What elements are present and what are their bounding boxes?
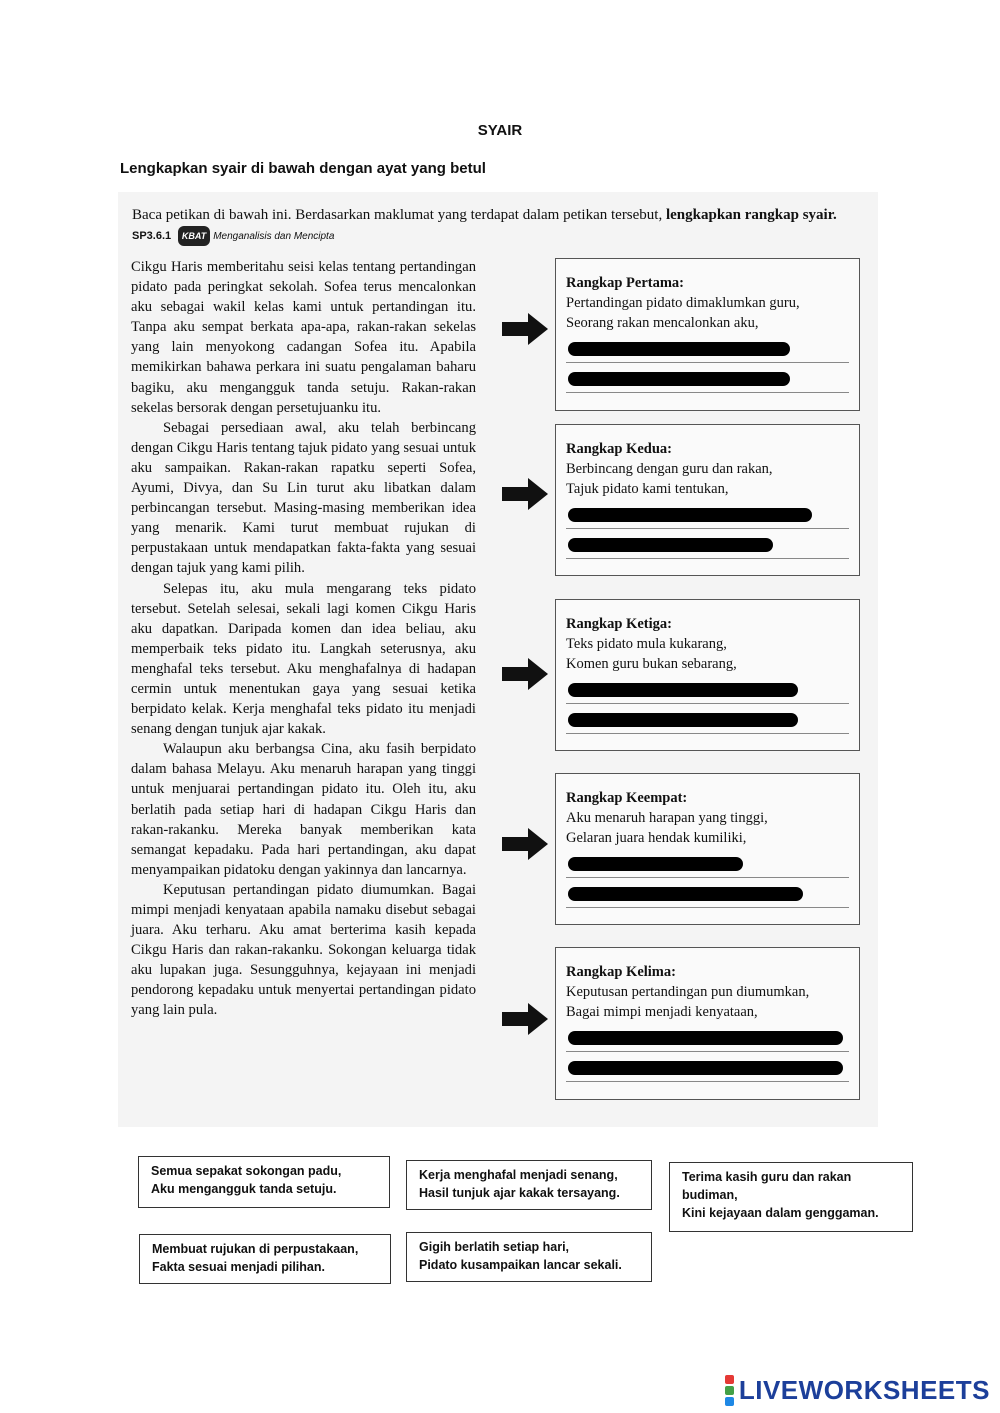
stanza-line: Pertandingan pidato dimaklumkan guru, (566, 295, 800, 311)
instruction-text: Lengkapkan syair di bawah dengan ayat yang betul (120, 160, 486, 177)
answer-blank[interactable] (566, 1052, 849, 1082)
answer-blank[interactable] (566, 529, 849, 559)
stanza-heading: Rangkap Kelima: (566, 964, 676, 980)
answer-option-1[interactable] (138, 1156, 390, 1208)
option-line: Semua sepakat sokongan padu, (151, 1164, 342, 1178)
page-title: SYAIR (477, 122, 523, 139)
answer-blank[interactable] (566, 848, 849, 878)
option-line: Fakta sesuai menjadi pilihan. (152, 1260, 325, 1274)
stanza-box-4 (555, 773, 860, 925)
arrow-right-icon (500, 826, 550, 862)
answer-option-5[interactable] (406, 1232, 652, 1282)
answer-option-4[interactable] (139, 1234, 391, 1284)
answer-blank[interactable] (566, 704, 849, 734)
passage-paragraph: Sebagai persediaan awal, aku telah berbincang dengan Cikgu Haris tentang tajuk pidato yang sesuai untuk aku sampaikan. Rakan-rakan rapatku seperti Sofea, Ayumi, Divya, dan Su Lin turut aku libatkan dalam perbincangan tersebut. Masing-masing memberikan idea yang menarik. Kami turut membuat rujukan di perpustakaan untuk mendapatkan fakta-fakta yang sesuai dengan tajuk yang kami pilih. (131, 419, 476, 577)
option-line: Gigih berlatih setiap hari, (419, 1240, 570, 1254)
stanza-line: Teks pidato mula kukarang, (566, 636, 727, 652)
stanza-box-3 (555, 599, 860, 751)
answer-blank[interactable] (566, 674, 849, 704)
stanza-heading: Rangkap Kedua: (566, 441, 672, 457)
arrow-right-icon (500, 1001, 550, 1037)
stanza-line: Keputusan pertandingan pun diumumkan, (566, 984, 810, 1000)
kbat-badge: KBAT (178, 226, 210, 246)
kbat-tag: Menganalisis dan Mencipta (213, 231, 335, 242)
option-line: Pidato kusampaikan lancar sekali. (419, 1258, 622, 1272)
standard-code: SP3.6.1 (132, 230, 172, 242)
option-line: Aku mengangguk tanda setuju. (151, 1182, 337, 1196)
stanza-heading: Rangkap Ketiga: (566, 616, 672, 632)
answer-blank[interactable] (566, 1022, 849, 1052)
passage-paragraph: Keputusan pertandingan pidato diumumkan. Bagai mimpi menjadi kenyataan apabila namaku disebut sebagai juara. Aku terharu. Aku amat berterima kasih kepada Cikgu Haris dan rakan-rakanku. Sokongan keluarga tidak aku lupakan juga. Sesungguhnya, kejayaan ini menjadi pendorong kepadaku untuk menyertai pertandingan pidato yang lain pula. (131, 881, 476, 1019)
answer-blank[interactable] (566, 499, 849, 529)
arrow-right-icon (500, 476, 550, 512)
stanza-line: Tajuk pidato kami tentukan, (566, 481, 729, 497)
arrow-right-icon (500, 656, 550, 692)
answer-blank[interactable] (566, 363, 849, 393)
stanza-heading: Rangkap Pertama: (566, 275, 685, 291)
answer-blank[interactable] (566, 878, 849, 908)
stanza-line: Aku menaruh harapan yang tinggi, (566, 810, 768, 826)
reading-passage (131, 257, 476, 1021)
logo-icon (724, 1374, 735, 1407)
stanza-heading: Rangkap Keempat: (566, 790, 688, 806)
option-line: Hasil tunjuk ajar kakak tersayang. (419, 1186, 620, 1200)
option-line: Kini kejayaan dalam genggaman. (682, 1206, 879, 1220)
passage-paragraph: Selepas itu, aku mula mengarang teks pidato tersebut. Setelah selesai, sekali lagi komen Cikgu Haris aku dapatkan. Daripada komen dan idea beliau, aku memperbaik teks pidato itu. Langkah seterusnya, aku menghafal teks tersebut. Aku menghafalnya di hadapan cermin untuk menentukan gaya yang sesuai ketika berpidato kelak. Kerja menghafal teks pidato itu menjadi senang dengan tunjuk ajar kakak. (131, 580, 476, 738)
lead-bold: lengkapkan rangkap syair. (665, 207, 837, 223)
stanza-box-5 (555, 947, 860, 1100)
liveworksheets-logo (724, 1374, 990, 1407)
arrow-right-icon (500, 311, 550, 347)
option-line: Kerja menghafal menjadi senang, (419, 1168, 618, 1182)
logo-text: LIVEWORKSHEETS (738, 1375, 990, 1405)
option-line: Terima kasih guru dan rakan budiman, (682, 1170, 852, 1202)
answer-option-3[interactable] (669, 1162, 913, 1232)
stanza-box-1 (555, 258, 860, 411)
answer-option-2[interactable] (406, 1160, 652, 1210)
stanza-line: Seorang rakan mencalonkan aku, (566, 315, 759, 331)
passage-paragraph: Cikgu Haris memberitahu seisi kelas tentang pertandingan pidato pada peringkat sekolah. Sofea terus mencalonkan aku sebagai wakil kelas kami untuk pertandingan itu. Tanpa aku sempat berkata apa-apa, rakan-rakan sekelas yang lain menyokong cadangan Sofea itu. Apabila memikirkan bahawa perkara ini suatu pengalaman baharu bagiku, aku mengangguk tanda setuju. Rakan-rakan sekelas bersorak dengan persetujuanku itu. (131, 259, 476, 416)
lead-text: Baca petikan di bawah ini. Berdasarkan maklumat yang terdapat dalam petikan tersebut, (132, 207, 666, 223)
worksheet-lead (132, 205, 872, 247)
stanza-line: Gelaran juara hendak kumiliki, (566, 830, 747, 846)
stanza-line: Berbincang dengan guru dan rakan, (566, 461, 773, 477)
passage-paragraph: Walaupun aku berbangsa Cina, aku fasih berpidato dalam bahasa Melayu. Aku menaruh harapan yang tinggi untuk menjuarai pertandingan pidato itu. Oleh itu, aku berlatih pada setiap hari di hadapan Cikgu Haris dan rakan-rakanku. Mereka banyak memberikan kata semangat kepadaku. Pada hari pertandingan, aku dapat menyampaikan pidatoku dengan yakinnya dan lancarnya. (131, 741, 476, 878)
option-line: Membuat rujukan di perpustakaan, (152, 1242, 359, 1256)
stanza-line: Komen guru bukan sebarang, (566, 656, 737, 672)
stanza-line: Bagai mimpi menjadi kenyataan, (566, 1004, 758, 1020)
answer-blank[interactable] (566, 333, 849, 363)
stanza-box-2 (555, 424, 860, 576)
